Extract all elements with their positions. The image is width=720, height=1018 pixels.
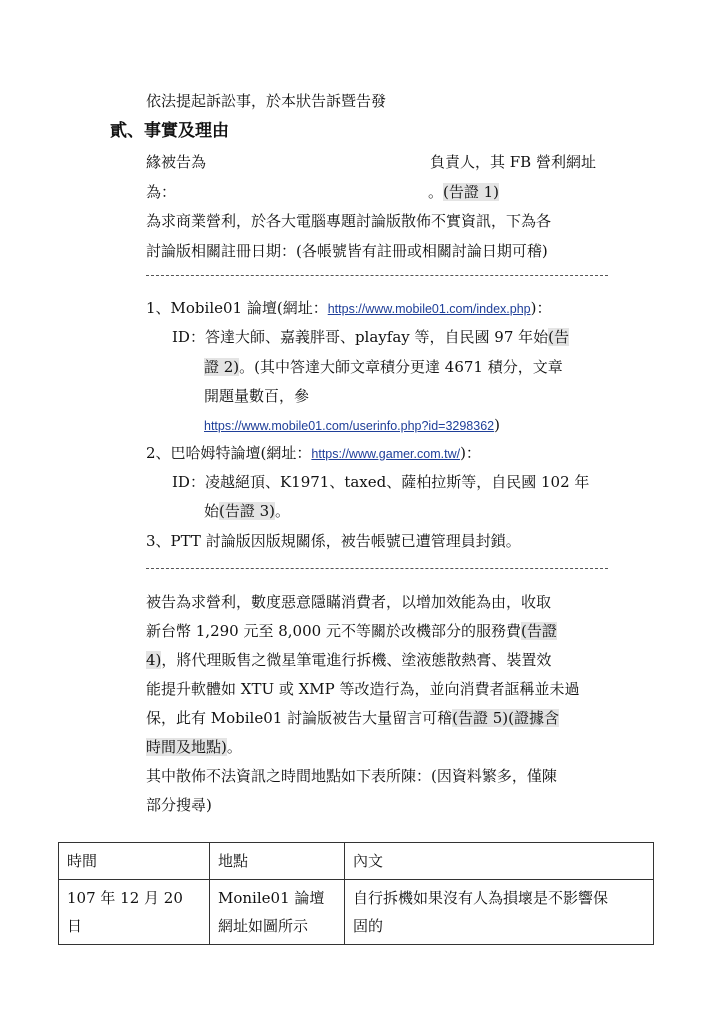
- item1-ref-line: [204, 414, 500, 437]
- table-row: [59, 880, 654, 945]
- p3-line5: [146, 707, 559, 729]
- p3-line5-text: 保，此有 Mobile01 討論版被告大量留言可稽: [146, 709, 453, 727]
- p1-line2-prefix: 。: [428, 183, 444, 201]
- p2-line1: 為求商業營利，於各大電腦專題討論版散佈不實資訊，下為各: [146, 212, 552, 230]
- table-header-place: 地點: [210, 843, 345, 880]
- p1-line2-left: 為：: [146, 183, 177, 201]
- evidence-4-label-b: 4): [146, 651, 162, 669]
- evidence-2-label-a: (告: [548, 328, 569, 346]
- item2-id-line2: [204, 500, 290, 522]
- table-header-content: 內文: [345, 843, 654, 880]
- p1-line1-left: 緣被告為: [146, 153, 207, 171]
- table-cell-content-line1: 自行拆機如果沒有人為損壞是不影響保: [353, 889, 609, 907]
- item1-id-line1: [172, 326, 569, 348]
- p3-line3-text: ，將代理販售之微星筆電進行拆機、塗液態散熱膏、裝置效: [161, 651, 552, 669]
- p3-line2-text: 新台幣 1,290 元至 8,000 元不等關於改機部分的服務費: [146, 622, 521, 640]
- item2-suffix: )：: [460, 444, 481, 462]
- intro-line: 依法提起訴訟事，於本狀告訴暨告發: [146, 92, 387, 110]
- dashed-separator-1: [146, 275, 608, 276]
- evidence-2-label-b: 證 2): [204, 358, 240, 376]
- p2-line2: 討論版相關註冊日期：(各帳號皆有註冊或相關討論日期可稽): [146, 242, 548, 260]
- item1-ref-suffix: ): [494, 416, 500, 434]
- evidence-3-label: (告證 3): [219, 502, 276, 520]
- table-header-row: [59, 843, 654, 880]
- evidence-table: [58, 842, 654, 945]
- item1-line: [146, 297, 551, 320]
- p3-line2: [146, 620, 557, 642]
- p1-line2-right: [428, 181, 499, 203]
- table-cell-content-line2: 固的: [353, 917, 384, 935]
- item2-id-line2-suffix: 。: [275, 502, 291, 520]
- p3-line6: [146, 736, 242, 758]
- table-header-time: 時間: [59, 843, 210, 880]
- p3-line4: 能提升軟體如 XTU 或 XMP 等改造行為，並向消費者誆稱並未過: [146, 680, 580, 698]
- p1-line1-right: 負責人，其 FB 營利網址: [430, 153, 596, 171]
- item1-id-line2-text: 。(其中答達大師文章積分更達 4671 積分，文章: [239, 358, 563, 376]
- evidence-5-label-a: (告證 5)(證據含: [452, 709, 559, 727]
- item2-line: [146, 442, 481, 465]
- item1-id-text: ID：答達大師、嘉義胖哥、playfay 等，自民國 97 年始: [172, 328, 549, 346]
- table-cell-place-line1: Monile01 論壇: [218, 889, 325, 907]
- item1-suffix: )：: [530, 299, 552, 317]
- p4-line1: 其中散佈不法資訊之時間地點如下表所陳：(因資料繁多，僅陳: [146, 767, 557, 785]
- item3-line: 3、PTT 討論版因版規關係，被告帳號已遭管理員封鎖。: [146, 532, 521, 550]
- table-cell-place: [210, 880, 345, 945]
- p4-line2: 部分搜尋): [146, 796, 212, 814]
- evidence-4-label-a: (告證: [520, 622, 557, 640]
- item2-prefix: 2、巴哈姆特論壇(網址：: [146, 444, 312, 462]
- table-cell-place-line2: 網址如圖所示: [218, 917, 309, 935]
- item2-id-line1: ID：凌越絕頂、K1971、taxed、薩柏拉斯等，自民國 102 年: [172, 473, 590, 491]
- item1-prefix: 1、Mobile01 論壇(網址：: [146, 299, 328, 317]
- item1-url-link[interactable]: https://www.mobile01.com/index.php: [327, 302, 531, 316]
- item1-id-line2: [204, 356, 563, 378]
- dashed-separator-2: [146, 568, 608, 569]
- p3-line1: 被告為求營利，數度惡意隱瞞消費者，以增加效能為由，收取: [146, 593, 552, 611]
- section-heading: 貳、事實及理由: [110, 121, 229, 141]
- item2-id-line2-prefix: 始: [204, 502, 220, 520]
- item1-ref-url-link[interactable]: https://www.mobile01.com/userinfo.php?id=3298362: [204, 419, 495, 433]
- table-cell-time: 107 年 12 月 20 日: [59, 880, 210, 945]
- p3-line6-suffix: 。: [226, 738, 242, 756]
- evidence-1-label: (告證 1): [443, 183, 500, 201]
- item2-url-link[interactable]: https://www.gamer.com.tw/: [311, 447, 461, 461]
- table-cell-content: [345, 880, 654, 945]
- p3-line3: [146, 649, 551, 671]
- evidence-5-label-b: 時間及地點): [146, 738, 227, 756]
- item1-id-line3: 開題量數百，參: [204, 387, 310, 405]
